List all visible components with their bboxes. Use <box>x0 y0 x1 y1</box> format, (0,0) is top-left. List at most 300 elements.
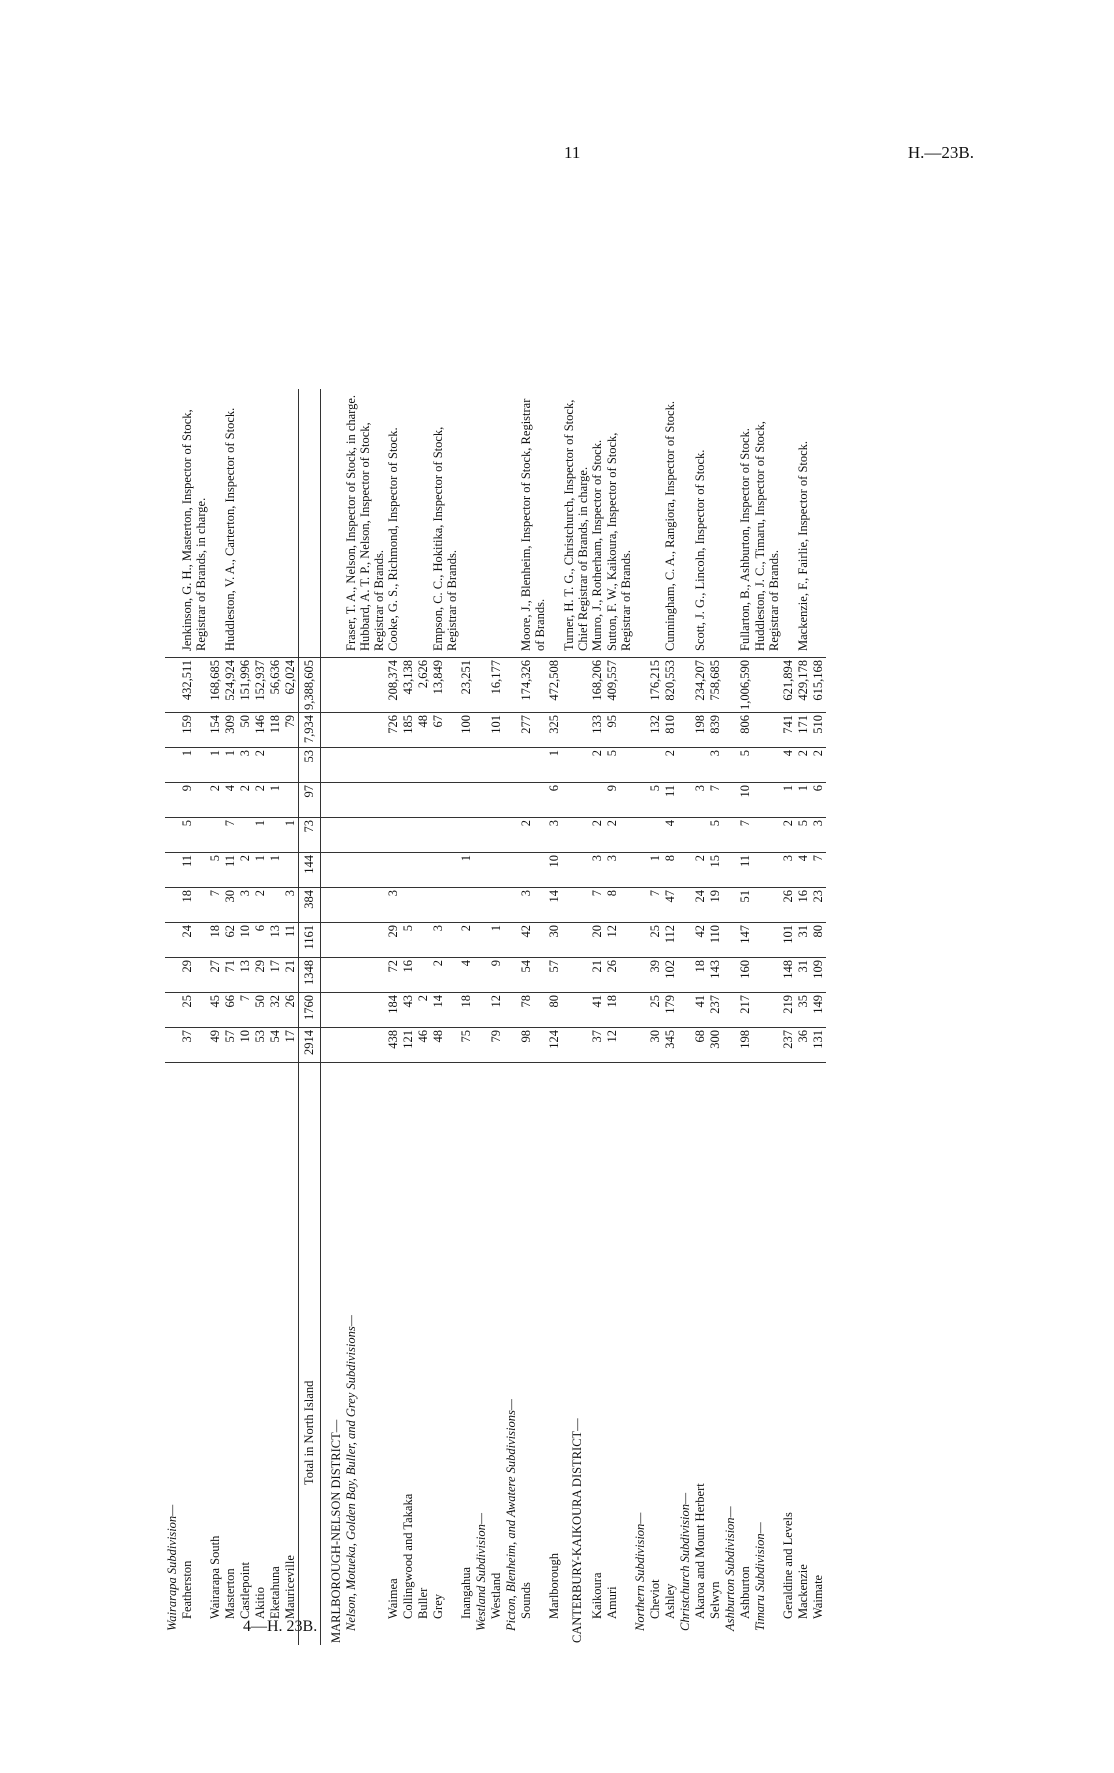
table-cell: 3 <box>708 748 723 783</box>
inspector-cell <box>648 389 663 658</box>
inspector-cell: Mackenzie, F., Fairlie, Inspector of Stock. <box>796 389 811 658</box>
inspector-cell: Huddleston, J. C., Timaru, Inspector of Stock, Registrar of Brands. <box>753 389 781 658</box>
table-cell: 53 <box>299 748 321 783</box>
table-row <box>268 389 283 1645</box>
table-cell <box>401 748 416 783</box>
inspector-cell <box>165 389 180 658</box>
table-cell <box>504 713 519 748</box>
table-cell: 148 <box>781 958 796 993</box>
table-cell <box>165 713 180 748</box>
table-cell: 168,206 <box>590 658 605 713</box>
inspector-cell <box>633 389 648 658</box>
table-cell: 198 <box>738 1028 753 1063</box>
table-cell <box>678 818 693 853</box>
table-cell <box>474 993 489 1028</box>
table-cell: 741 <box>781 713 796 748</box>
table-cell <box>401 818 416 853</box>
table-cell <box>753 748 781 783</box>
table-cell <box>386 783 401 818</box>
table-cell: 1 <box>253 853 268 888</box>
table-cell: 2 <box>693 853 708 888</box>
table-cell: 7 <box>811 853 826 888</box>
table-cell: 3 <box>283 888 299 923</box>
table-cell <box>344 783 386 818</box>
table-cell: 149 <box>811 993 826 1028</box>
inspector-cell <box>811 389 826 658</box>
table-cell: 2 <box>605 818 633 853</box>
table-cell <box>678 783 693 818</box>
table-cell <box>344 713 386 748</box>
table-cell: 726 <box>386 713 401 748</box>
table-cell <box>268 818 283 853</box>
table-cell: 3 <box>811 818 826 853</box>
inspector-cell <box>547 389 562 658</box>
table-cell: 806 <box>738 713 753 748</box>
table-cell: 26 <box>283 993 299 1028</box>
table-cell: 2 <box>416 993 431 1028</box>
table-row <box>562 389 590 1645</box>
inspector-cell <box>723 389 738 658</box>
table-cell <box>474 748 489 783</box>
table-cell <box>753 888 781 923</box>
table-cell <box>489 853 504 888</box>
table-cell: 11 <box>180 853 208 888</box>
table-cell <box>416 888 431 923</box>
table-cell: 6 <box>547 783 562 818</box>
inspector-cell <box>678 389 693 658</box>
table-row <box>208 389 223 1645</box>
inspector-cell <box>253 389 268 658</box>
table-cell: 325 <box>547 713 562 748</box>
inspector-cell: Cunningham, C. A., Rangiora, Inspector of Stock. <box>663 389 678 658</box>
table-cell: 21 <box>590 958 605 993</box>
table-cell: 57 <box>547 958 562 993</box>
inspector-cell <box>708 389 723 658</box>
table-cell <box>590 783 605 818</box>
table-cell <box>416 783 431 818</box>
table-cell: 237 <box>781 1028 796 1063</box>
table-cell: 7,934 <box>299 713 321 748</box>
table-cell: 16 <box>796 888 811 923</box>
table-cell <box>753 818 781 853</box>
table-cell <box>344 748 386 783</box>
table-row <box>633 389 648 1645</box>
table-cell <box>321 818 345 853</box>
table-cell: 384 <box>299 888 321 923</box>
table-row <box>723 389 738 1645</box>
row-label: Cheviot <box>648 1579 662 1619</box>
row-label: Buller <box>416 1587 430 1619</box>
table-cell: 309 <box>223 713 238 748</box>
table-cell: 2 <box>459 923 474 958</box>
row-label: CANTERBURY-KAIKOURA DISTRICT— <box>570 1418 584 1643</box>
row-label: Mauriceville <box>283 1555 297 1619</box>
table-cell: 18 <box>693 958 708 993</box>
table-cell: 168,685 <box>208 658 223 713</box>
table-cell <box>268 748 283 783</box>
inspector-cell <box>504 389 519 658</box>
table-cell: 95 <box>605 713 633 748</box>
table-row <box>180 389 208 1645</box>
table-cell: 176,215 <box>648 658 663 713</box>
table-cell <box>723 713 738 748</box>
table-cell <box>723 818 738 853</box>
table-cell: 57 <box>223 1028 238 1063</box>
table-cell: 35 <box>796 993 811 1028</box>
row-label: Picton, Blenheim, and Awatere Subdivisions— <box>504 1399 518 1631</box>
inspector-cell: Munro, J., Rotherham, Inspector of Stock. <box>590 389 605 658</box>
table-cell: 160 <box>738 958 753 993</box>
table-cell <box>723 888 738 923</box>
table-cell <box>431 818 459 853</box>
table-cell: 3 <box>605 853 633 888</box>
table-cell <box>678 853 693 888</box>
inspector-cell <box>283 389 299 658</box>
table-cell <box>165 658 180 713</box>
table-cell <box>474 818 489 853</box>
table-cell: 4 <box>223 783 238 818</box>
table-cell <box>321 923 345 958</box>
inspector-cell <box>321 389 345 658</box>
table-cell: 112 <box>663 923 678 958</box>
table-cell <box>165 1028 180 1063</box>
row-label: MARLBOROUGH-NELSON DISTRICT— <box>329 1419 343 1643</box>
table-cell <box>633 888 648 923</box>
table-cell: 1 <box>489 923 504 958</box>
table-cell: 62 <box>223 923 238 958</box>
table-cell <box>678 748 693 783</box>
table-cell <box>678 1028 693 1063</box>
table-cell: 2 <box>238 783 253 818</box>
table-cell: 3 <box>693 783 708 818</box>
table-cell: 143 <box>708 958 723 993</box>
table-cell <box>562 888 590 923</box>
table-cell <box>633 1028 648 1063</box>
table-row <box>663 389 678 1645</box>
row-label: Waimate <box>811 1574 825 1619</box>
table-cell: 47 <box>663 888 678 923</box>
table-cell: 133 <box>590 713 605 748</box>
table-cell: 102 <box>663 958 678 993</box>
row-label: Waimea <box>386 1578 400 1619</box>
table-cell: 78 <box>519 993 547 1028</box>
table-cell: 54 <box>519 958 547 993</box>
row-label: Northern Subdivision— <box>633 1512 647 1631</box>
table-cell <box>633 923 648 958</box>
table-row <box>489 389 504 1645</box>
table-cell <box>401 783 416 818</box>
inspector-cell <box>416 389 431 658</box>
table-cell: 2 <box>431 958 459 993</box>
table-cell: 1 <box>180 748 208 783</box>
inspector-cell <box>781 389 796 658</box>
table-cell <box>321 888 345 923</box>
row-label: Westland Subdivision— <box>474 1513 488 1631</box>
inspector-cell: Jenkinson, G. H., Masterton, Inspector of Stock, Registrar of Brands, in charge. <box>180 389 208 658</box>
table-cell <box>562 818 590 853</box>
table-row <box>738 389 753 1645</box>
table-cell: 14 <box>431 993 459 1028</box>
table-cell: 146 <box>253 713 268 748</box>
table-cell: 438 <box>386 1028 401 1063</box>
table-cell: 2914 <box>299 1028 321 1063</box>
table-cell <box>416 818 431 853</box>
table-row <box>401 389 416 1645</box>
table-cell: 31 <box>796 923 811 958</box>
table-cell <box>678 993 693 1028</box>
table-cell: 7 <box>238 993 253 1028</box>
table-cell: 4 <box>781 748 796 783</box>
table-cell <box>678 958 693 993</box>
table-cell: 14 <box>547 888 562 923</box>
rotated-table-container <box>165 195 955 1645</box>
table-cell: 80 <box>811 923 826 958</box>
table-cell: 29 <box>386 923 401 958</box>
table-cell: 10 <box>238 1028 253 1063</box>
table-row <box>299 389 321 1645</box>
table-row <box>708 389 723 1645</box>
table-cell: 121 <box>401 1028 416 1063</box>
row-label: Wairarapa South <box>208 1535 222 1619</box>
table-cell: 5 <box>605 748 633 783</box>
table-cell <box>165 888 180 923</box>
table-cell <box>753 783 781 818</box>
table-cell: 109 <box>811 958 826 993</box>
table-cell: 1 <box>283 818 299 853</box>
table-cell: 31 <box>796 958 811 993</box>
table-cell: 5 <box>708 818 723 853</box>
table-cell: 237 <box>708 993 723 1028</box>
table-cell: 2 <box>663 748 678 783</box>
table-cell <box>633 853 648 888</box>
table-cell: 66 <box>223 993 238 1028</box>
table-row <box>811 389 826 1645</box>
table-cell: 1 <box>223 748 238 783</box>
table-cell: 50 <box>253 993 268 1028</box>
table-cell <box>474 713 489 748</box>
table-cell: 132 <box>648 713 663 748</box>
inspector-cell <box>489 389 504 658</box>
inspector-cell <box>299 389 321 658</box>
row-label: Christchurch Subdivision— <box>678 1492 692 1631</box>
table-cell: 758,685 <box>708 658 723 713</box>
table-cell: 1,006,590 <box>738 658 753 713</box>
table-cell: 79 <box>489 1028 504 1063</box>
table-cell: 53 <box>253 1028 268 1063</box>
table-cell <box>504 993 519 1028</box>
table-cell <box>562 853 590 888</box>
table-cell: 10 <box>238 923 253 958</box>
table-cell <box>474 923 489 958</box>
table-cell <box>321 993 345 1028</box>
table-cell <box>562 748 590 783</box>
table-cell <box>344 658 386 713</box>
table-cell <box>519 783 547 818</box>
row-label: Ashburton <box>738 1566 752 1619</box>
table-cell: 1 <box>796 783 811 818</box>
table-cell: 18 <box>605 993 633 1028</box>
table-cell: 1 <box>781 783 796 818</box>
table-cell: 32 <box>268 993 283 1028</box>
table-cell: 9 <box>489 958 504 993</box>
table-cell <box>723 748 738 783</box>
table-cell: 3 <box>781 853 796 888</box>
table-cell: 1348 <box>299 958 321 993</box>
table-cell <box>321 783 345 818</box>
table-cell: 100 <box>459 713 474 748</box>
table-cell <box>678 923 693 958</box>
table-row <box>504 389 519 1645</box>
table-cell: 9 <box>605 783 633 818</box>
table-cell <box>344 888 386 923</box>
table-cell: 80 <box>547 993 562 1028</box>
table-cell <box>723 993 738 1028</box>
page-number: 11 <box>564 143 581 162</box>
table-cell: 131 <box>811 1028 826 1063</box>
table-cell: 11 <box>738 853 753 888</box>
table-cell <box>678 658 693 713</box>
table-cell <box>648 748 663 783</box>
table-cell: 5 <box>180 818 208 853</box>
table-cell <box>283 748 299 783</box>
row-label: Ashley <box>663 1583 677 1619</box>
table-cell <box>459 783 474 818</box>
table-cell: 198 <box>693 713 708 748</box>
table-cell <box>474 853 489 888</box>
table-cell: 13 <box>238 958 253 993</box>
table-row <box>321 389 345 1645</box>
table-cell: 72 <box>386 958 401 993</box>
table-cell: 6 <box>253 923 268 958</box>
table-cell: 17 <box>283 1028 299 1063</box>
table-cell: 36 <box>796 1028 811 1063</box>
table-cell: 54 <box>268 1028 283 1063</box>
table-cell <box>165 853 180 888</box>
table-cell: 9 <box>180 783 208 818</box>
table-cell: 118 <box>268 713 283 748</box>
table-cell <box>431 783 459 818</box>
table-cell: 185 <box>401 713 416 748</box>
table-cell <box>321 713 345 748</box>
table-cell <box>504 818 519 853</box>
table-cell <box>519 853 547 888</box>
row-label: Eketahuna <box>268 1566 282 1619</box>
table-cell: 5 <box>208 853 223 888</box>
table-cell: 219 <box>781 993 796 1028</box>
table-cell: 7 <box>223 818 238 853</box>
table-cell: 2 <box>796 748 811 783</box>
table-cell <box>344 923 386 958</box>
table-cell: 234,207 <box>693 658 708 713</box>
row-label: Nelson, Motueka, Golden Bay, Buller, and Grey Subdivisions— <box>344 1315 358 1631</box>
row-label: Grey <box>431 1594 445 1619</box>
table-cell <box>489 888 504 923</box>
table-cell: 75 <box>459 1028 474 1063</box>
table-row <box>223 389 238 1645</box>
table-cell: 37 <box>180 1028 208 1063</box>
table-cell: 11 <box>663 783 678 818</box>
table-cell: 48 <box>431 1028 459 1063</box>
table-cell: 26 <box>781 888 796 923</box>
table-row <box>283 389 299 1645</box>
table-cell <box>562 783 590 818</box>
table-cell <box>321 658 345 713</box>
table-cell: 9,388,605 <box>299 658 321 713</box>
table-cell <box>693 818 708 853</box>
row-label: Ashburton Subdivision— <box>723 1506 737 1631</box>
table-cell: 174,326 <box>519 658 547 713</box>
table-cell <box>504 958 519 993</box>
table-cell <box>723 1028 738 1063</box>
table-cell <box>678 713 693 748</box>
table-cell: 3 <box>590 853 605 888</box>
table-row <box>753 389 781 1645</box>
table-row <box>781 389 796 1645</box>
table-cell: 179 <box>663 993 678 1028</box>
table-cell <box>633 783 648 818</box>
table-cell <box>474 958 489 993</box>
table-cell: 7 <box>648 888 663 923</box>
table-cell: 7 <box>738 818 753 853</box>
table-cell: 171 <box>796 713 811 748</box>
table-cell: 2 <box>253 888 268 923</box>
table-cell <box>459 818 474 853</box>
row-label: Westland <box>489 1572 503 1619</box>
table-cell: 3 <box>547 818 562 853</box>
table-cell <box>238 818 253 853</box>
table-cell: 2 <box>519 818 547 853</box>
table-cell <box>431 748 459 783</box>
table-cell <box>283 853 299 888</box>
table-cell: 16 <box>401 958 416 993</box>
table-cell <box>208 818 223 853</box>
table-cell: 432,511 <box>180 658 208 713</box>
table-cell: 345 <box>663 1028 678 1063</box>
table-cell <box>504 853 519 888</box>
table-cell: 24 <box>180 923 208 958</box>
table-cell: 26 <box>605 958 633 993</box>
row-label: Inangahua <box>459 1566 473 1619</box>
table-cell: 8 <box>663 853 678 888</box>
table-cell <box>723 853 738 888</box>
row-label: Selwyn <box>708 1581 722 1619</box>
table-cell <box>753 1028 781 1063</box>
table-cell: 7 <box>708 783 723 818</box>
table-cell <box>693 748 708 783</box>
table-cell: 615,168 <box>811 658 826 713</box>
table-cell: 2 <box>208 783 223 818</box>
table-cell: 41 <box>693 993 708 1028</box>
table-cell: 5 <box>796 818 811 853</box>
table-cell: 1161 <box>299 923 321 958</box>
table-cell: 2 <box>253 748 268 783</box>
inspector-cell: Fullarton, B., Ashburton, Inspector of Stock. <box>738 389 753 658</box>
table-cell <box>386 853 401 888</box>
table-row <box>459 389 474 1645</box>
table-cell: 46 <box>416 1028 431 1063</box>
table-cell: 18 <box>208 923 223 958</box>
table-cell: 41 <box>590 993 605 1028</box>
inspector-cell: Sutton, F. W., Kaikoura, Inspector of Stock, Registrar of Brands. <box>605 389 633 658</box>
row-label: Wairarapa Subdivision— <box>165 1504 179 1631</box>
table-cell: 101 <box>489 713 504 748</box>
table-cell: 621,894 <box>781 658 796 713</box>
table-cell: 73 <box>299 818 321 853</box>
table-cell: 15 <box>708 853 723 888</box>
table-cell: 839 <box>708 713 723 748</box>
row-label: Akaroa and Mount Herbert <box>693 1483 707 1619</box>
table-cell: 1 <box>208 748 223 783</box>
